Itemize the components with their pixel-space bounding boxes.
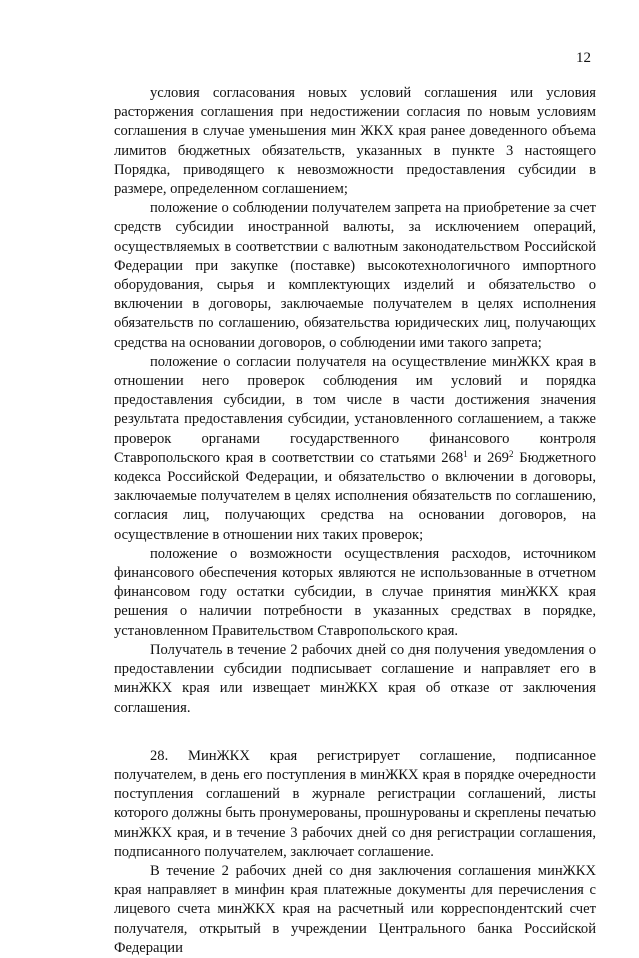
paragraph-audit-consent xyxy=(114,353,596,545)
audit-text-start: положение о согласии получателя на осуществление минЖКХ края в отношении него проверок соблюдения им условий и порядка предоставления субсидии, в том числе в части достижения значения результата предоставления субсидии, установленного соглашением, а также проверок органами государственного финансового контроля Ставропольского края в соответствии со статьями 268 xyxy=(114,353,596,466)
paragraph-unused-balances: положение о возможности осуществления расходов, источником финансового обеспечения которых являются не использованные в отчетном финансовом году остатки субсидии, в случае принятия минЖКХ края решения о наличии потребности в указанных средствах в порядке, установленном Правительством Ставропольского края. xyxy=(114,545,596,639)
paragraph-28-registration: 28. МинЖКХ края регистрирует соглашение, подписанное получателем, в день его поступления в минЖКХ края в порядке очередности поступления соглашений в журнале регистрации соглашений, листы которого должны быть пронумерованы, прошнурованы и скреплены печатью минЖКХ края, и в течение 3 рабочих дней со дня регистрации соглашения, подписанного получателем, заключает соглашение. xyxy=(114,747,596,860)
superscript-2: 2 xyxy=(508,448,514,459)
paragraph-payment-documents: В течение 2 рабочих дней со дня заключения соглашения минЖКХ края направляет в минфин края платежные документы для перечисления с лицевого счета минЖКХ края на расчетный или корреспондентский счет получателя, открытый в учреждении Центрального банка Российской Федерации xyxy=(114,862,596,956)
document-body xyxy=(114,84,596,958)
superscript-1: 1 xyxy=(463,448,468,459)
page-number: 12 xyxy=(576,50,591,66)
paragraph-recipient-signing: Получатель в течение 2 рабочих дней со дня получения уведомления о предоставлении субсидии подписывает соглашение и направляет его в минЖКХ края или извещает минЖКХ края об отказе от заключения соглашения. xyxy=(114,641,596,716)
audit-text-end: Бюджетного кодекса Российской Федерации, и обязательство о включении в договоры, заключаемые получателем в целях исполнения обязательств по соглашению, согласия лиц, получающих средства на основании договоров, на осуществление в отношении них таких проверок; xyxy=(114,449,596,543)
paragraph-approval-conditions: условия согласования новых условий соглашения или условия расторжения соглашения при недостижении согласия по новым условиям соглашения в случае уменьшения мин ЖКХ края ранее доведенного объема лимитов бюджетных обязательств, указанных в пункте 3 настоящего Порядка, приводящего к невозможности предоставления субсидии в размере, определенном соглашением; xyxy=(114,85,596,198)
paragraph-currency-ban: положение о соблюдении получателем запрета на приобретение за счет средств субсидии иностранной валюты, за исключением операций, осуществляемых в соответствии с валютным законодательством Российской Федерации при закупке (поставке) высокотехнологичного импортного оборудования, сырья и комплектующих изделий и обязательство о включении в договоры, заключаемые получателем в целях исполнения обязательств по соглашению, обязательства юридических лиц, получающих средства на основании договоров, о соблюдении ими такого запрета; xyxy=(114,200,596,351)
audit-text-middle: и 269 xyxy=(467,449,509,466)
